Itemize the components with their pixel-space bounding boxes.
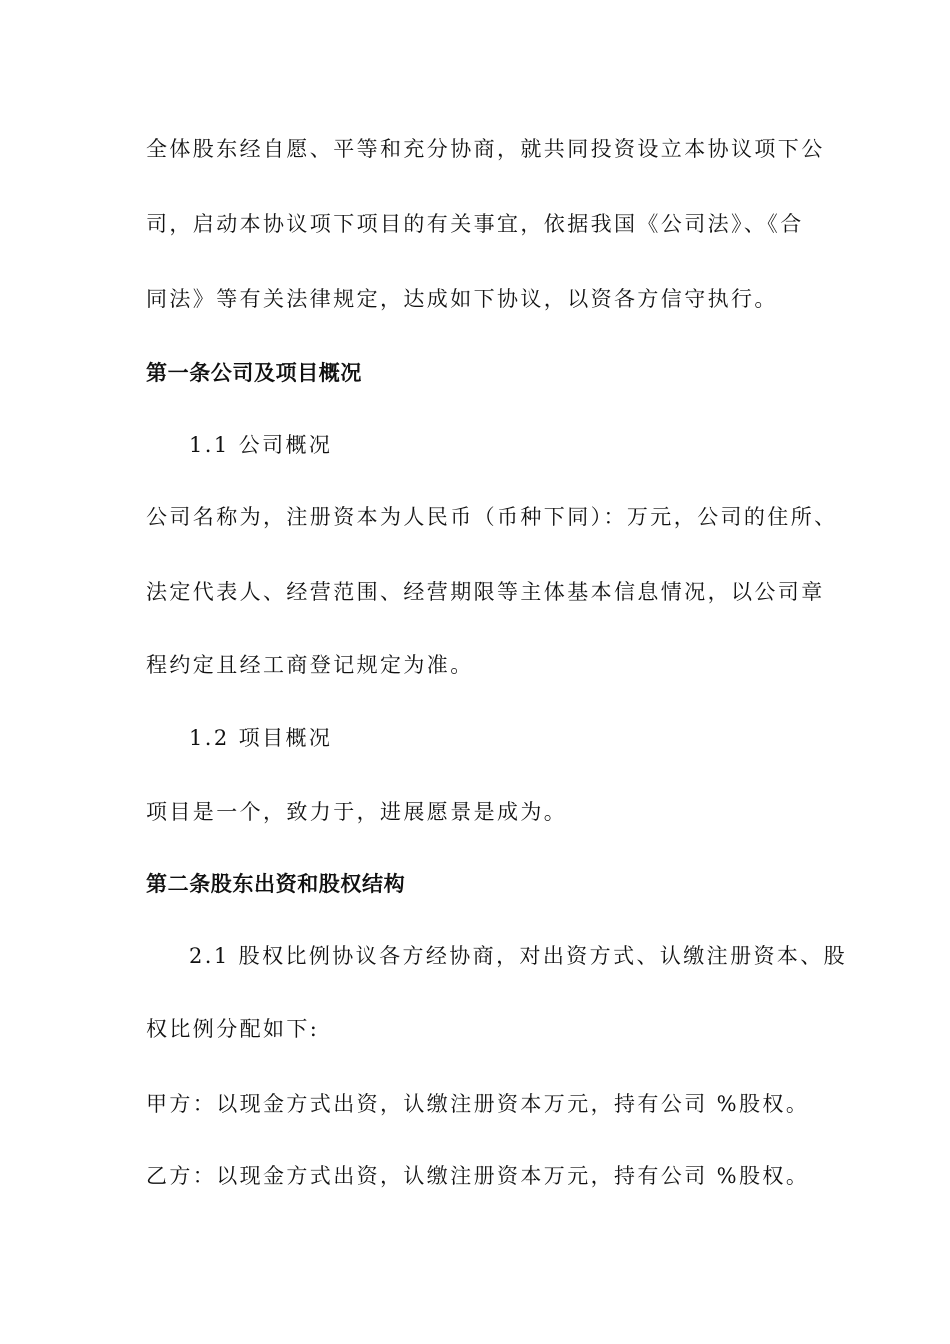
company-overview-line-1: 公司名称为，注册资本为人民币（币种下同）：万元，公司的住所、: [146, 505, 838, 529]
intro-line-3: 同法》等有关法律规定，达成如下协议，以资各方信守执行。: [146, 287, 778, 311]
section-1-1-heading: 1.1 公司概况: [189, 433, 333, 457]
section-2-1-line-2: 权比例分配如下:: [146, 1017, 320, 1041]
party-b-line: 乙方：以现金方式出资，认缴注册资本万元，持有公司 %股权。: [146, 1164, 810, 1188]
article-2-heading: 第二条股东出资和股权结构: [146, 871, 406, 896]
project-overview-line: 项目是一个，致力于，进展愿景是成为。: [146, 800, 568, 824]
intro-line-2: 司，启动本协议项下项目的有关事宜，依据我国《公司法》、《合: [146, 212, 804, 236]
company-overview-line-3: 程约定且经工商登记规定为准。: [146, 653, 474, 677]
section-2-1-line-1: 2.1 股权比例协议各方经协商，对出资方式、认缴注册资本、股: [189, 944, 848, 968]
article-1-heading: 第一条公司及项目概况: [146, 360, 362, 385]
section-1-2-heading: 1.2 项目概况: [189, 726, 333, 750]
party-a-line: 甲方：以现金方式出资，认缴注册资本万元，持有公司 %股权。: [146, 1092, 810, 1116]
company-overview-line-2: 法定代表人、经营范围、经营期限等主体基本信息情况，以公司章: [146, 580, 825, 604]
intro-line-1: 全体股东经自愿、平等和充分协商，就共同投资设立本协议项下公: [146, 137, 825, 161]
